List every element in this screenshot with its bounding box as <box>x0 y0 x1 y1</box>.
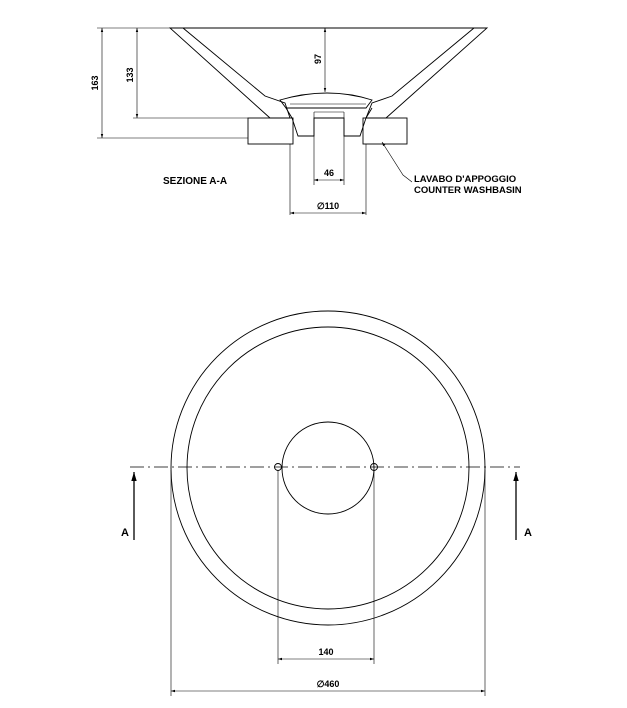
section-arrow-left <box>121 472 134 540</box>
bowl-wall-right <box>366 28 487 118</box>
dim-outer-diameter-label: ∅460 <box>316 679 340 689</box>
bowl-wall-left <box>170 28 290 118</box>
dimension-outer-diameter <box>171 470 485 696</box>
basin-inner-circle <box>187 327 469 609</box>
dim-bowl-height-label: 133 <box>125 67 135 83</box>
basin-outer-circle <box>171 311 485 625</box>
section-mark-left: A <box>121 527 129 539</box>
dim-drain-depth-label: 97 <box>313 53 323 65</box>
callout-line-2: COUNTER WASHBASIN <box>414 185 522 196</box>
dim-hole-spacing-label: 140 <box>318 647 334 657</box>
section-view <box>90 28 522 215</box>
dim-total-height-label: 163 <box>90 75 100 91</box>
drain-circle <box>282 422 374 514</box>
dimension-drain-depth <box>313 28 325 92</box>
dimension-total-height <box>90 28 248 138</box>
callout-line-1: LAVABO D'APPOGGIO <box>414 174 517 185</box>
plan-view <box>121 311 532 696</box>
section-mark-right: A <box>524 527 532 539</box>
section-arrow-right <box>516 472 532 540</box>
dimension-bowl-height <box>125 28 248 118</box>
dim-drain-width-label: 46 <box>323 168 335 178</box>
counter-slab <box>248 118 407 144</box>
dim-hole-diameter-label: ∅110 <box>316 201 340 211</box>
dimension-hole-diameter <box>290 201 366 213</box>
callout-leader <box>382 142 522 196</box>
dimension-drain-width <box>314 168 344 180</box>
section-title: SEZIONE A-A <box>163 176 228 187</box>
drain-plug <box>280 93 372 136</box>
dimension-hole-spacing <box>278 470 374 664</box>
